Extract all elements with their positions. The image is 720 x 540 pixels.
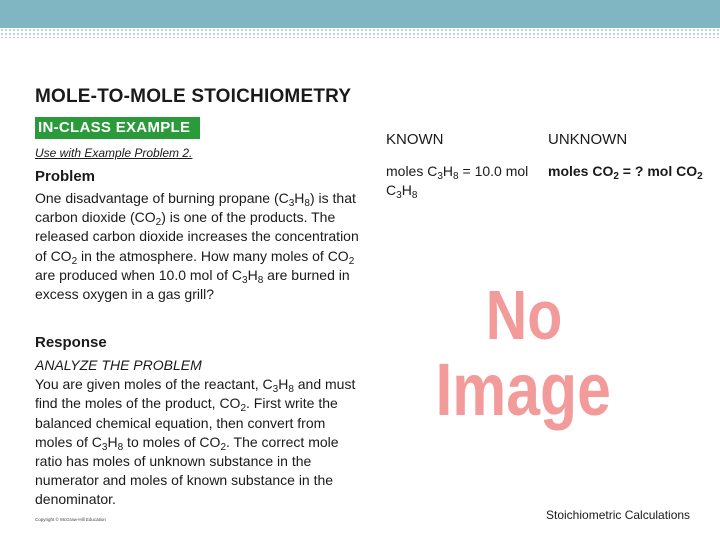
header-bar xyxy=(0,0,720,28)
response-heading: Response xyxy=(35,334,107,351)
no-image-placeholder: No Image xyxy=(435,276,611,431)
unknown-heading: UNKNOWN xyxy=(548,131,628,148)
problem-heading: Problem xyxy=(35,168,96,185)
copyright-note: Copyright © McGraw-Hill Education xyxy=(35,517,106,522)
in-class-example-badge: IN-CLASS EXAMPLE xyxy=(35,117,200,139)
slide-title: MOLE-TO-MOLE STOICHIOMETRY xyxy=(35,86,352,107)
unknown-value: moles $CO_2$ = ? mol $CO_2$ xyxy=(548,163,703,182)
response-text: ANALYZE THE PROBLEM You are given moles of the reactant, $C_3H_8$ and must find the moles of the product, $CO_2$. First write the balanced chemical equation, then convert from moles of $C_3H_8$ to moles of $CO_2$. The correct mole ratio has moles of unknown substance in the numerator and moles of known substance in the denominator. xyxy=(35,356,365,510)
known-heading: KNOWN xyxy=(386,131,444,148)
known-value: moles $C_3H_8 = 10.0$ mol $C_3H_8$ xyxy=(386,163,529,201)
problem-text: One disadvantage of burning propane $(C_3H_8)$ is that carbon dioxide $(CO_2)$ is one of the products. The released carbon dioxide increases the concentration of $CO_2$ in the atmosphere. How many moles of $CO_2$ are produced when 10.0 mol of $C_3H_8$ are burned in excess oxygen in a gas grill? xyxy=(35,190,359,303)
footer-chapter-title: Stoichiometric Calculations xyxy=(546,508,691,522)
analyze-label: ANALYZE THE PROBLEM xyxy=(35,357,202,373)
header-dot-pattern xyxy=(0,28,720,38)
use-with-note: Use with Example Problem 2. xyxy=(35,146,193,160)
